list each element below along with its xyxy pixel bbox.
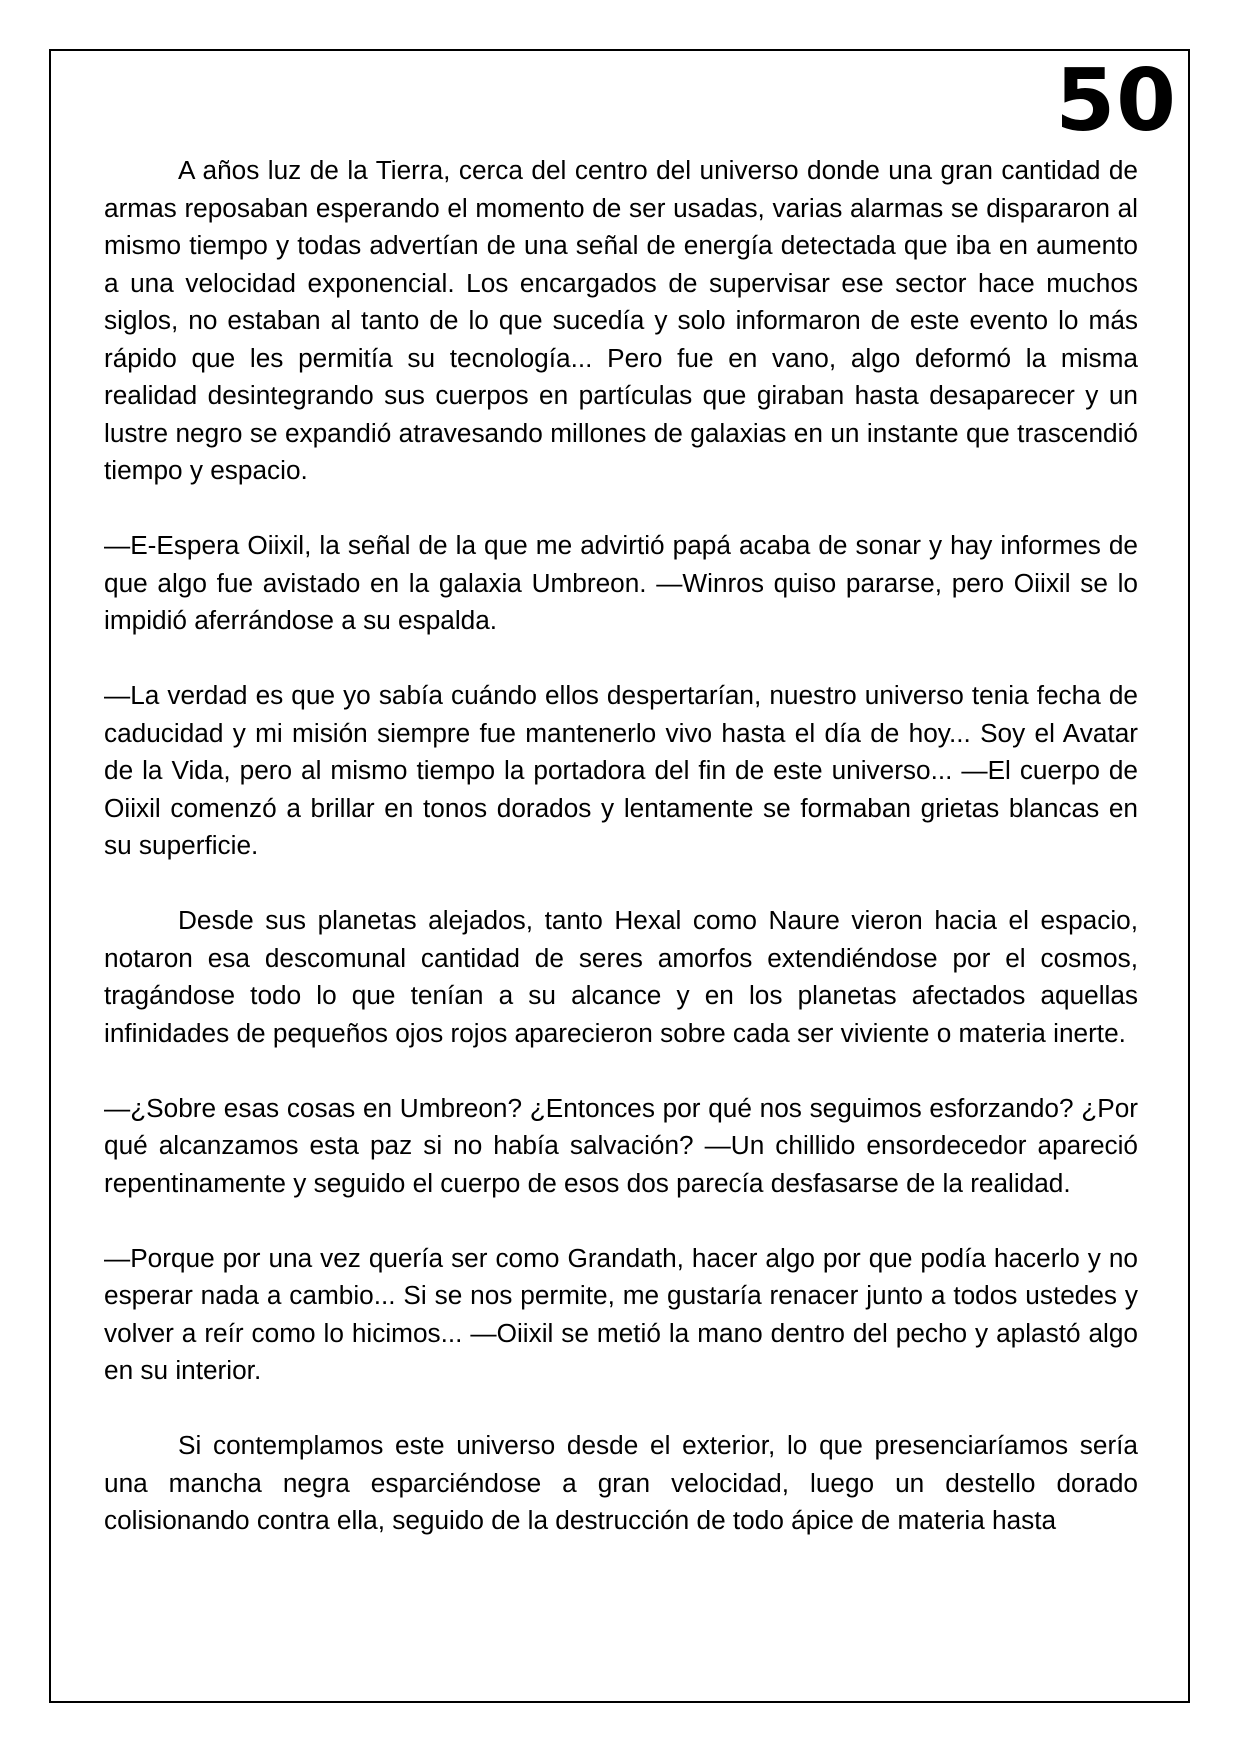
paragraph-1: A años luz de la Tierra, cerca del centro del universo donde una gran cantidad de armas reposaban esperando el momento de ser usadas, varias alarmas se dispararon al mismo tiempo y todas advertían de una señal de energía detectada que iba en aumento a una velocidad exponencial. Los encargados de supervisar ese sector hace muchos siglos, no estaban al tanto de lo que sucedía y solo informaron de este evento lo más rápido que les permitía su tecnología... Pero fue en vano, algo deformó la misma realidad desintegrando sus cuerpos en partículas que giraban hasta desaparecer y un lustre negro se expandió atravesando millones de galaxias en un instante que trascendió tiempo y espacio. xyxy=(104,155,1138,485)
text-body xyxy=(104,152,1138,1540)
paragraph-6: —Porque por una vez quería ser como Grandath, hacer algo por que podía hacerlo y no esperar nada a cambio... Si se nos permite, me gustaría renacer junto a todos ustedes y volver a reír como lo hicimos... —Oiixil se metió la mano dentro del pecho y aplastó algo en su interior. xyxy=(104,1242,1138,1385)
paragraph-4: Desde sus planetas alejados, tanto Hexal como Naure vieron hacia el espacio, notaron esa descomunal cantidad de seres amorfos extendiéndose por el cosmos, tragándose todo lo que tenían a su alcance y en los planetas afectados aquellas infinidades de pequeños ojos rojos aparecieron sobre cada ser viviente o materia inerte. xyxy=(104,905,1138,1048)
paragraph-7: Si contemplamos este universo desde el exterior, lo que presenciaríamos sería una mancha negra esparciéndose a gran velocidad, luego un destello dorado colisionando contra ella, seguido de la destrucción de todo ápice de materia hasta xyxy=(104,1430,1138,1535)
paragraph-2: —E-Espera Oiixil, la señal de la que me advirtió papá acaba de sonar y hay informes de que algo fue avistado en la galaxia Umbreon. —Winros quiso pararse, pero Oiixil se lo impidió aferrándose a su espalda. xyxy=(104,530,1138,635)
paragraph-3: —La verdad es que yo sabía cuándo ellos despertarían, nuestro universo tenia fecha de caducidad y mi misión siempre fue mantenerlo vivo hasta el día de hoy... Soy el Avatar de la Vida, pero al mismo tiempo la portadora del fin de este universo... —El cuerpo de Oiixil comenzó a brillar en tonos dorados y lentamente se formaban grietas blancas en su superficie. xyxy=(104,680,1138,860)
page-number: 50 xyxy=(1055,51,1177,151)
paragraph-5: —¿Sobre esas cosas en Umbreon? ¿Entonces por qué nos seguimos esforzando? ¿Por qué alcanzamos esta paz si no había salvación? —Un chillido ensordecedor apareció repentinamente y seguido el cuerpo de esos dos parecía desfasarse de la realidad. xyxy=(104,1092,1138,1198)
